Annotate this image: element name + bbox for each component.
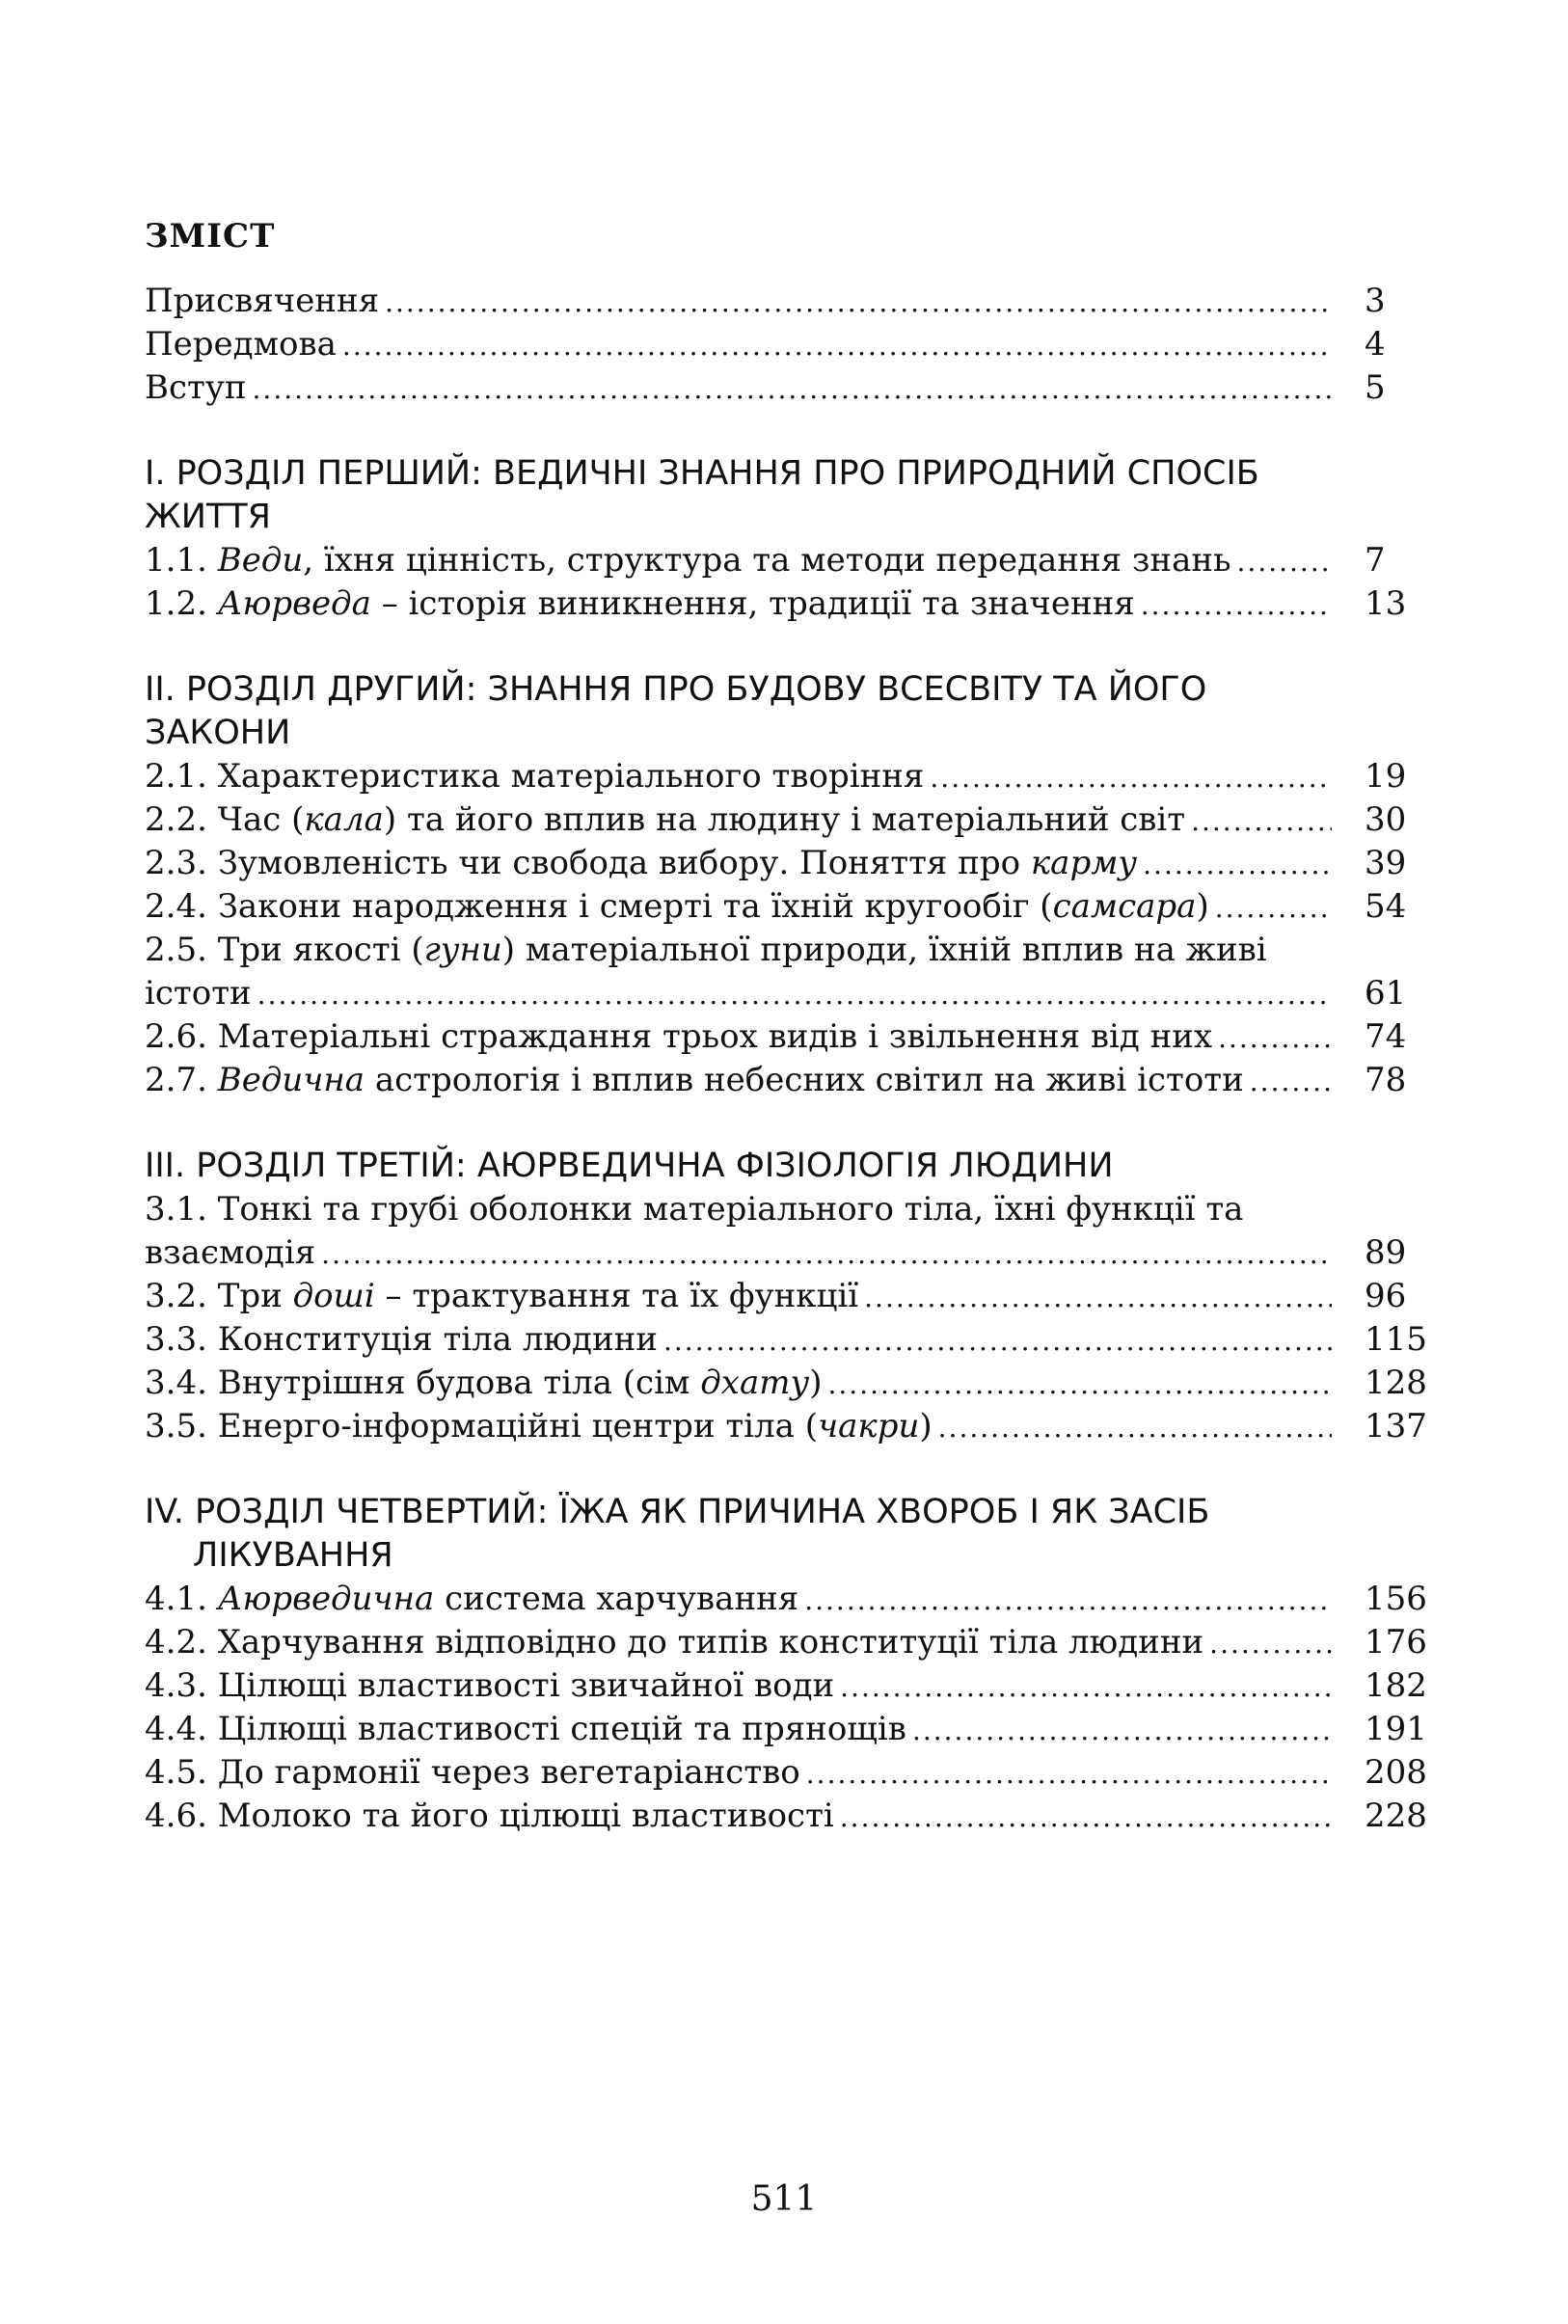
entry-title [145, 1664, 834, 1708]
leader-dots [1218, 1016, 1332, 1060]
section-title: II. РОЗДІЛ ДРУГИЙ: ЗНАННЯ ПРО БУДОВУ ВСЕСВІТУ ТА ЙОГО [145, 670, 1207, 709]
entry-text-after: – історія виникнення, традиції та значення [370, 584, 1135, 623]
entry-italic: кала [304, 800, 384, 839]
entry-page: 3 [1365, 282, 1386, 320]
entry-page: 96 [1365, 1277, 1407, 1315]
entry-page: 78 [1365, 1061, 1407, 1099]
entry-title [145, 1362, 822, 1405]
entry-italic: дхату [700, 1364, 810, 1402]
section-title: III. РОЗДІЛ ТРЕТІЙ: АЮРВЕДИЧНА ФІЗІОЛОГІЯ ЛЮДИНИ [145, 1147, 1114, 1185]
entry-number: 2.2. [145, 800, 207, 839]
entry-number: 1.2. [145, 584, 207, 623]
toc-entry [145, 366, 1442, 410]
entry-number: 3.2. [145, 1277, 207, 1315]
entry-italic: чакри [818, 1407, 920, 1446]
entry-text-after: астрологія і вплив небесних світил на живі істоти [365, 1061, 1244, 1099]
entry-text-after: ) [809, 1364, 823, 1402]
toc-entry [145, 1405, 1442, 1448]
entry-title [145, 798, 1185, 842]
entry-text: Час ( [217, 800, 305, 839]
toc-entry [145, 1318, 1442, 1362]
entry-text-after: , їхня цінність, структура та методи передання знань [303, 541, 1231, 580]
entry-text-after: ) [1196, 887, 1209, 926]
leader-dots [321, 1232, 1332, 1276]
table-of-contents [145, 280, 1490, 1880]
entry-number: 3.5. [145, 1407, 207, 1446]
leader-dots [1215, 886, 1332, 930]
entry-page: 13 [1365, 584, 1407, 623]
entry-number: 2.1. [145, 757, 207, 796]
entry-page: 30 [1365, 800, 1407, 839]
entry-text-after: система харчування [434, 1580, 799, 1618]
toc-entry [145, 1275, 1442, 1318]
entry-number: 3.4. [145, 1364, 207, 1402]
entry-page: 19 [1365, 757, 1407, 796]
entry-italic: Аюрведа [217, 584, 371, 623]
entry-page: 5 [1365, 368, 1386, 407]
leader-dots [1143, 843, 1332, 886]
entry-title [145, 755, 924, 798]
entry-italic: гуни [423, 931, 502, 969]
entry-page: 191 [1365, 1710, 1427, 1748]
toc-entry-line [145, 1188, 1490, 1231]
entry-page: 74 [1365, 1017, 1407, 1056]
leader-dots [1250, 1060, 1332, 1103]
toc-entry [145, 1362, 1442, 1405]
entry-title: Вступ [145, 368, 247, 407]
front-matter [145, 280, 1490, 410]
entry-number: 2.4. [145, 887, 207, 926]
entry-title [145, 1751, 800, 1795]
entry-title [145, 1318, 658, 1362]
entry-text: Характеристика матеріального творіння [217, 757, 925, 796]
entry-page: 54 [1365, 887, 1407, 926]
toc-entry [145, 1708, 1442, 1751]
toc-section [145, 1145, 1490, 1448]
entry-italic: доші [292, 1277, 375, 1315]
toc-section [145, 1491, 1490, 1838]
toc-entry [145, 1621, 1442, 1664]
entry-italic: Ведична [217, 1061, 365, 1099]
entry-page: 115 [1365, 1320, 1427, 1359]
entry-text: Три [217, 1277, 293, 1315]
toc-entry [145, 280, 1442, 323]
leader-dots [663, 1319, 1332, 1363]
entry-number: 4.5. [145, 1753, 207, 1792]
section-title: I. РОЗДІЛ ПЕРШИЙ: ВЕДИЧНІ ЗНАННЯ ПРО ПРИРОДНИЙ СПОСІБ [145, 454, 1259, 493]
entry-text: Зумовленість чи свобода вибору. Поняття про [217, 844, 1031, 882]
entry-page: 4 [1365, 325, 1386, 364]
leader-dots [827, 1363, 1332, 1406]
entry-page: 7 [1365, 541, 1386, 580]
entry-number: 4.6. [145, 1797, 207, 1835]
entry-page: 137 [1365, 1407, 1427, 1446]
entry-page: 128 [1365, 1364, 1427, 1402]
entry-text: Матеріальні страждання трьох видів і звільнення від них [217, 1017, 1213, 1056]
toc-entry [145, 1664, 1442, 1708]
entry-title [145, 1059, 1244, 1102]
entry-title [145, 1015, 1212, 1059]
section-title-cont: ЗАКОНИ [145, 714, 291, 752]
entry-italic: Веди [217, 541, 304, 580]
leader-dots [938, 1406, 1332, 1449]
entry-text-after: ) та його вплив на людину і матеріальний світ [383, 800, 1186, 839]
entry-number: 3.1. [145, 1190, 207, 1229]
entry-title [145, 885, 1209, 929]
leader-dots [864, 1276, 1332, 1319]
entry-number: 4.2. [145, 1623, 207, 1662]
entry-page: 39 [1365, 844, 1407, 882]
toc-entry [145, 798, 1442, 842]
toc-entry-line [145, 929, 1490, 972]
entry-page: 61 [1365, 974, 1407, 1013]
leader-dots [1237, 540, 1332, 583]
toc-entry [145, 1578, 1442, 1621]
toc-section [145, 668, 1490, 1102]
entry-number: 3.3. [145, 1320, 207, 1359]
entry-title-cont: істоти [145, 974, 252, 1013]
entry-number: 2.5. [145, 931, 207, 969]
entry-text: До гармонії через вегетаріанство [217, 1753, 800, 1792]
entry-title [145, 842, 1137, 885]
entry-title [145, 1578, 798, 1621]
entry-text: Цілющі властивості звичайної води [217, 1666, 835, 1705]
entry-italic: карму [1030, 844, 1138, 882]
toc-entry [145, 323, 1442, 366]
entry-number: 4.1. [145, 1580, 207, 1618]
entry-title [145, 539, 1231, 582]
toc-entry [145, 1015, 1442, 1059]
leader-dots [912, 1709, 1332, 1752]
leader-dots [342, 324, 1332, 367]
entry-italic: самсара [1052, 887, 1197, 926]
leader-dots [930, 756, 1332, 799]
leader-dots [1209, 1622, 1332, 1665]
entry-title [145, 582, 1135, 626]
entry-text-after: – трактування та їх функції [374, 1277, 859, 1315]
entry-title [145, 1621, 1203, 1664]
entry-title [145, 1795, 834, 1838]
leader-dots [840, 1665, 1332, 1709]
entry-text-after: ) [919, 1407, 933, 1446]
entry-text-after: ) матеріальної природи, їхній вплив на живі [501, 931, 1267, 969]
entry-italic: Аюрведична [217, 1580, 435, 1618]
leader-dots [1141, 583, 1332, 627]
entry-number: 2.3. [145, 844, 207, 882]
entry-number: 1.1. [145, 541, 207, 580]
entry-title [145, 1190, 1243, 1229]
toc-heading: ЗМІСТ [145, 217, 276, 256]
toc-entry [145, 842, 1442, 885]
entry-title [145, 1708, 906, 1751]
entry-page: 176 [1365, 1623, 1427, 1662]
leader-dots [257, 973, 1332, 1016]
entry-text: Тонкі та грубі оболонки матеріального тіла, їхні функції та [217, 1190, 1244, 1229]
entry-number: 2.7. [145, 1061, 207, 1099]
leader-dots [253, 367, 1332, 411]
leader-dots [806, 1752, 1332, 1796]
toc-entry [145, 1751, 1442, 1795]
leader-dots [385, 281, 1332, 324]
entry-text: Молоко та його цілющі властивості [217, 1797, 834, 1835]
entry-text: Цілющі властивості спецій та прянощів [217, 1710, 906, 1748]
toc-entry [145, 885, 1442, 929]
entry-page: 208 [1365, 1753, 1427, 1792]
entry-number: 2.6. [145, 1017, 207, 1056]
sections [145, 452, 1490, 1838]
toc-entry [145, 972, 1442, 1015]
entry-number: 4.3. [145, 1666, 207, 1705]
toc-section [145, 452, 1490, 626]
entry-number: 4.4. [145, 1710, 207, 1748]
entry-text: Конституція тіла людини [217, 1320, 658, 1359]
leader-dots [1191, 799, 1332, 843]
entry-title: Присвячення [145, 282, 380, 320]
entry-text: Закони народження і смерті та їхній кругообіг ( [217, 887, 1053, 926]
entry-text: Три якості ( [217, 931, 424, 969]
toc-entry [145, 1059, 1442, 1102]
entry-title [145, 931, 1267, 969]
leader-dots [840, 1796, 1332, 1839]
toc-entry [145, 755, 1442, 798]
toc-entry [145, 1795, 1442, 1838]
section-title-cont: ЖИТТЯ [145, 498, 271, 536]
page-number: 511 [750, 2179, 818, 2219]
entry-page: 156 [1365, 1580, 1427, 1618]
entry-title [145, 1405, 933, 1448]
leader-dots [804, 1579, 1332, 1622]
toc-entry [145, 1231, 1442, 1275]
entry-text: Енерго-інформаційні центри тіла ( [217, 1407, 818, 1446]
section-title-cont: ЛІКУВАННЯ [193, 1536, 393, 1575]
entry-title: Передмова [145, 325, 337, 364]
entry-text: Харчування відповідно до типів конституції тіла людини [217, 1623, 1204, 1662]
toc-entry [145, 582, 1442, 626]
entry-page: 228 [1365, 1797, 1427, 1835]
entry-text: Внутрішня будова тіла (сім [217, 1364, 701, 1402]
toc-entry [145, 539, 1442, 582]
entry-title-cont: взаємодія [145, 1233, 316, 1272]
entry-page: 89 [1365, 1233, 1407, 1272]
section-title: IV. РОЗДІЛ ЧЕТВЕРТИЙ: ЇЖА ЯК ПРИЧИНА ХВОРОБ І ЯК ЗАСІБ [145, 1493, 1210, 1531]
entry-title [145, 1275, 858, 1318]
entry-page: 182 [1365, 1666, 1427, 1705]
